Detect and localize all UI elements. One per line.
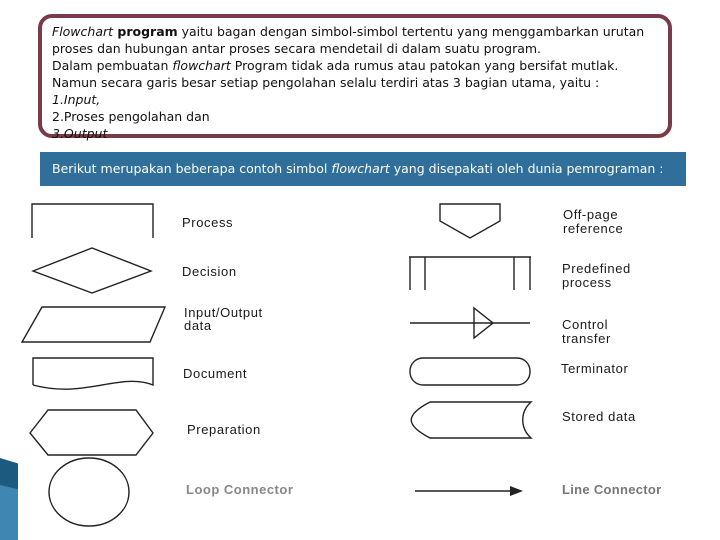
label-terminator: Terminator bbox=[561, 361, 629, 376]
list-item-output: 3.Output bbox=[52, 126, 108, 141]
intro-line-3-a: Dalam pembuatan bbox=[52, 58, 173, 73]
label-preparation: Preparation bbox=[187, 422, 261, 437]
label-document: Document bbox=[183, 366, 248, 381]
label-line-connector: Line Connector bbox=[562, 482, 662, 497]
term-program: program bbox=[113, 24, 178, 39]
banner-text-a: Berikut merupakan beberapa contoh simbol bbox=[52, 161, 332, 176]
intro-line-1-rest: yaitu bagan dengan simbol-simbol tertentu yang menggambarkan urutan bbox=[177, 24, 645, 39]
label-input-output-1: Input/Output bbox=[184, 305, 263, 320]
intro-line-3-c: Program tidak ada rumus atau patokan yang bersifat mutlak. bbox=[230, 58, 619, 73]
banner-text-b: flowchart bbox=[331, 161, 390, 176]
label-predefined-1: Predefined bbox=[562, 261, 631, 276]
list-item-process: 2.Proses pengolahan dan bbox=[52, 109, 210, 124]
label-loop-connector: Loop Connector bbox=[186, 482, 294, 497]
label-predefined-2: process bbox=[562, 275, 612, 290]
label-off-page-1: Off-page bbox=[563, 207, 619, 222]
label-decision: Decision bbox=[182, 264, 237, 279]
label-input-output-2: data bbox=[184, 318, 212, 333]
intro-line-2: proses dan hubungan antar proses secara mendetail di dalam suatu program. bbox=[52, 41, 542, 56]
label-control-2: transfer bbox=[562, 331, 611, 346]
intro-line-4: Namun secara garis besar setiap pengolahan selalu terdiri atas 3 bagian utama, yaitu : bbox=[52, 75, 600, 90]
intro-line-3-b: flowchart bbox=[172, 58, 231, 73]
term-flowchart: Flowchart bbox=[52, 24, 114, 39]
banner-text-c: yang disepakati oleh dunia pemrograman : bbox=[389, 161, 664, 176]
label-process: Process bbox=[182, 215, 234, 230]
label-stored-data: Stored data bbox=[562, 409, 636, 424]
label-control-1: Control bbox=[562, 317, 609, 332]
list-item-input: 1.Input, bbox=[52, 92, 101, 107]
label-off-page-2: reference bbox=[563, 221, 624, 236]
